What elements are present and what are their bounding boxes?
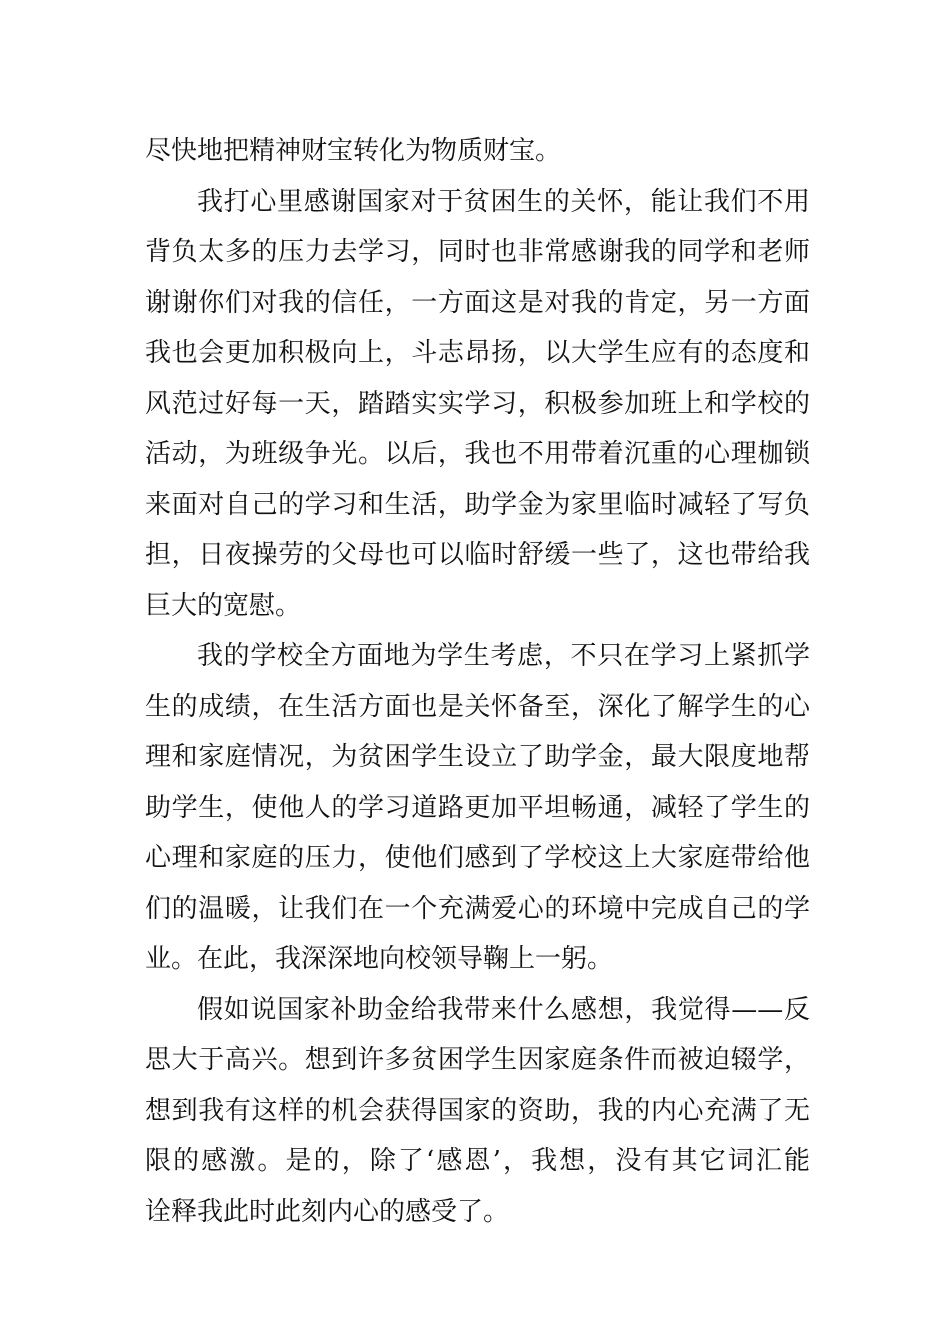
text-line: 思大于高兴。想到许多贫困学生因家庭条件而被迫辍学， <box>145 1045 810 1075</box>
text-line: 风范过好每一天，踏踏实实学习，积极参加班上和学校的 <box>145 388 810 419</box>
body-text <box>145 126 810 1237</box>
text-line: 谢谢你们对我的信任，一方面这是对我的肯定，另一方面 <box>145 287 810 318</box>
text-line: 生的成绩，在生活方面也是关怀备至，深化了解学生的心 <box>145 691 810 722</box>
text-line: 巨大的宽慰。 <box>145 590 302 621</box>
text-line: 们的温暖，让我们在一个充满爱心的环境中完成自己的学 <box>145 893 810 924</box>
paragraph-first-line: 假如说国家补助金给我带来什么感想，我觉得——反 <box>197 994 810 1025</box>
text-line: 担，日夜操劳的父母也可以临时舒缓一些了，这也带给我 <box>145 540 810 570</box>
text-line: 理和家庭情况，为贫困学生设立了助学金，最大限度地帮 <box>145 742 810 772</box>
text-line: 助学生，使他人的学习道路更加平坦畅通，减轻了学生的 <box>145 792 810 823</box>
text-line: 心理和家庭的压力，使他们感到了学校这上大家庭带给他 <box>145 843 810 873</box>
text-line: 想到我有这样的机会获得国家的资助，我的内心充满了无 <box>145 1095 810 1126</box>
text-line: 限的感激。是的，除了‘感恩’，我想，没有其它词汇能 <box>145 1146 810 1176</box>
text-line: 我也会更加积极向上，斗志昂扬，以大学生应有的态度和 <box>145 338 810 368</box>
text-line: 诠释我此时此刻内心的感受了。 <box>145 1196 510 1227</box>
paragraph-first-line: 我打心里感谢国家对于贫困生的关怀，能让我们不用 <box>197 186 810 217</box>
text-line: 活动，为班级争光。以后，我也不用带着沉重的心理枷锁 <box>145 439 810 469</box>
text-line: 背负太多的压力去学习，同时也非常感谢我的同学和老师 <box>145 237 810 267</box>
text-line: 尽快地把精神财宝转化为物质财宝。 <box>145 136 562 166</box>
paragraph-first-line: 我的学校全方面地为学生考虑，不只在学习上紧抓学 <box>197 641 810 671</box>
text-line: 业。在此，我深深地向校领导鞠上一躬。 <box>145 944 614 974</box>
text-line: 来面对自己的学习和生活，助学金为家里临时减轻了写负 <box>145 489 810 520</box>
